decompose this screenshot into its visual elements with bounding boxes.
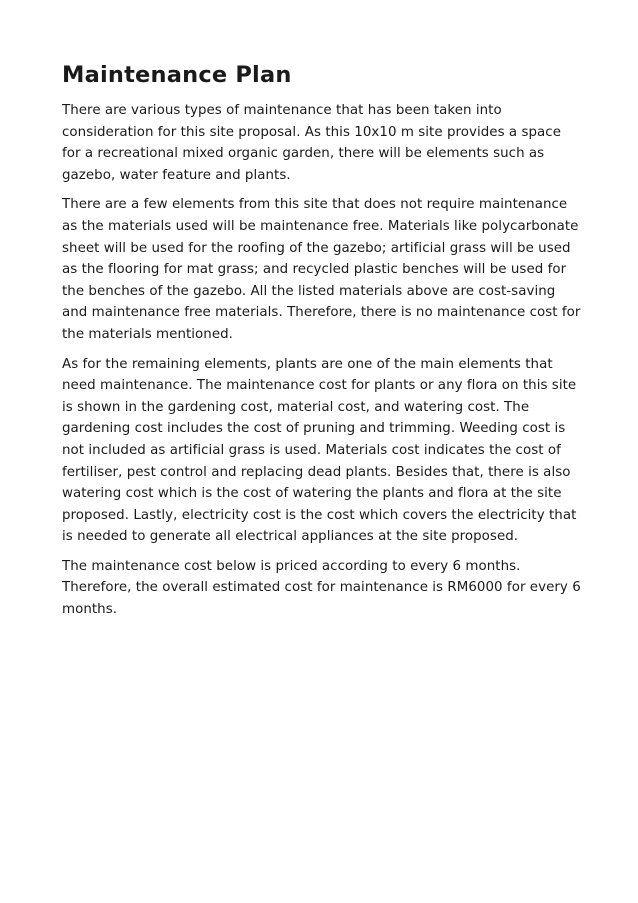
- paragraph-maintenance-cost: The maintenance cost below is priced according to every 6 months. Therefore, the overall estimated cost for maintenance is RM6000 for every 6 months.: [62, 558, 581, 618]
- paragraph-plant-maintenance: As for the remaining elements, plants are one of the main elements that need maintenance. The maintenance cost for plants or any flora on this site is shown in the gardening cost, material cost, and watering cost. The gardening cost includes the cost of pruning and trimming. Weeding cost is not included as artificial grass is used. Materials cost indicates the cost of fertiliser, pest control and replacing dead plants. Besides that, there is also watering cost which is the cost of watering the plants and flora at the site proposed. Lastly, electricity cost is the cost which covers the electricity that is needed to generate all electrical appliances at the site proposed.: [62, 356, 577, 545]
- paragraph-introduction: There are various types of maintenance that has been taken into consideration for this site proposal. As this 10x10 m site provides a space for a recreational mixed organic garden, there will be elements such as gazebo, water feature and plants.: [62, 103, 562, 183]
- document-page: [62, 60, 582, 629]
- paragraph-maintenance-free-materials: There are a few elements from this site that does not require maintenance as the materials used will be maintenance free. Materials like polycarbonate sheet will be used for the roofing of the gazebo; artificial grass will be used as the flooring for mat grass; and recycled plastic benches will be used for the benches of the gazebo. All the listed materials above are cost-saving and maintenance free materials. Therefore, there is no maintenance cost for the materials mentioned.: [62, 197, 581, 342]
- page-title: Maintenance Plan: [62, 62, 292, 88]
